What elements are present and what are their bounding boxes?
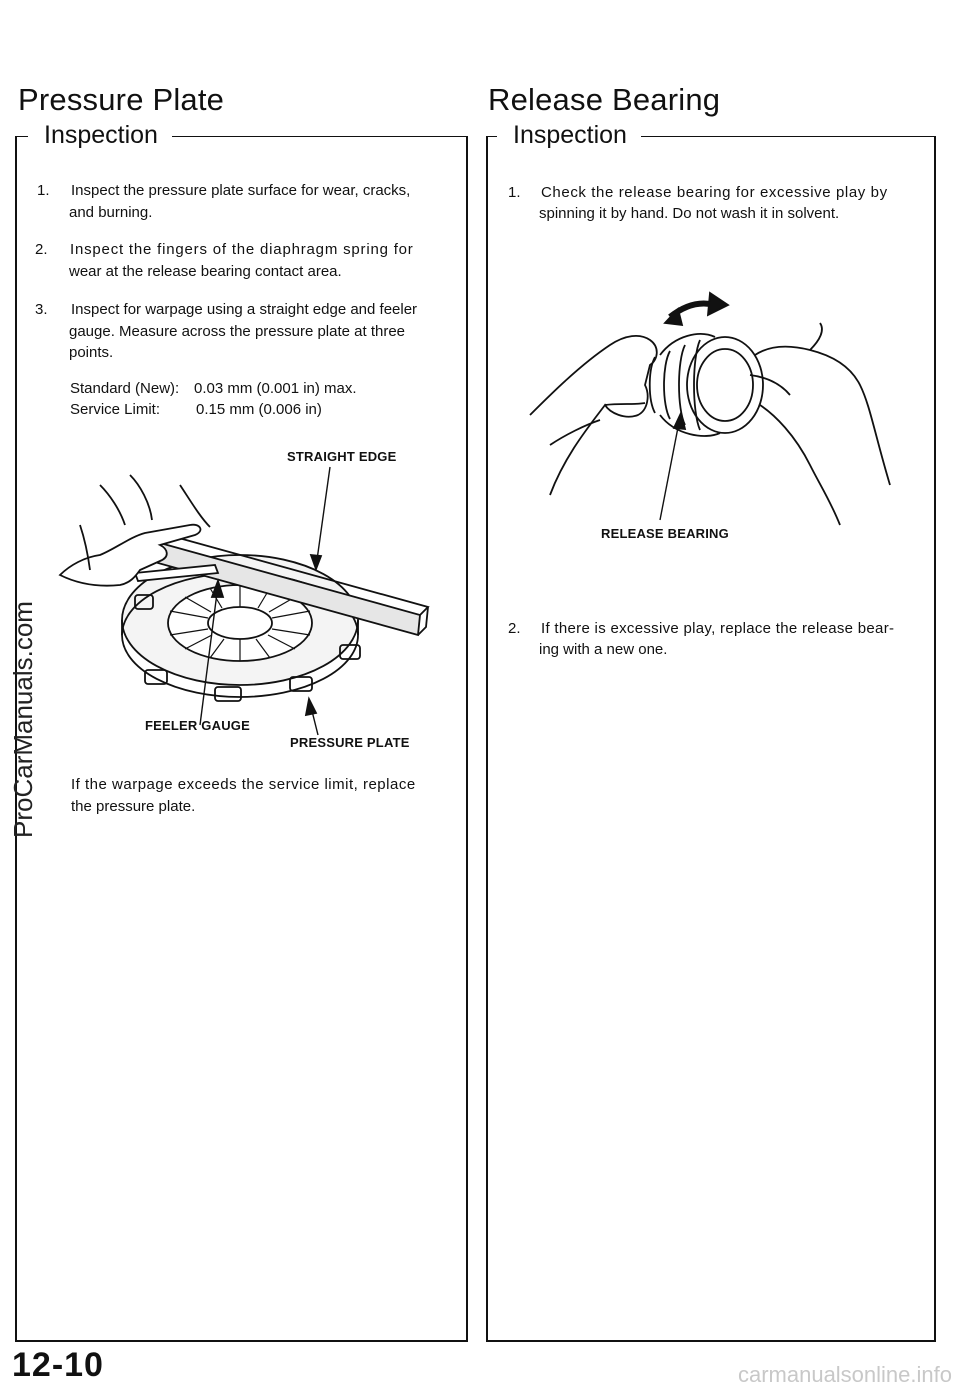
item-text: If there is excessive play, replace the release bear- (541, 620, 895, 637)
spec-standard-label: Standard (New): (70, 380, 180, 397)
item-number: 1. (37, 182, 50, 199)
spec-service-value: 0.15 mm (0.006 in) (196, 401, 322, 418)
pressure-plate-title: Pressure Plate (18, 82, 225, 117)
label-pressure-plate: PRESSURE PLATE (290, 735, 410, 750)
pressure-plate-illustration (40, 445, 440, 745)
side-watermark: ProCarManuals.com (8, 601, 38, 838)
item-text: gauge. Measure across the pressure plate at three (69, 323, 406, 340)
item-text: Inspect for warpage using a straight edge and feeler (71, 301, 418, 318)
item-text: Inspect the pressure plate surface for wear, cracks, (71, 182, 411, 199)
item-number: 1. (508, 184, 521, 201)
item-text: wear at the release bearing contact area. (69, 263, 342, 280)
warpage-note: If the warpage exceeds the service limit, replace (71, 776, 416, 793)
item-number: 2. (35, 241, 48, 258)
label-feeler-gauge: FEELER GAUGE (145, 718, 250, 733)
item-number: 2. (508, 620, 521, 637)
label-release-bearing: RELEASE BEARING (601, 526, 729, 541)
item-number: 3. (35, 301, 48, 318)
footer-watermark: carmanualsonline.info (737, 1362, 952, 1387)
release-bearing-illustration (510, 285, 910, 545)
item-text: points. (69, 344, 114, 361)
item-text: ing with a new one. (539, 641, 668, 658)
spec-service-label: Service Limit: (70, 401, 161, 418)
label-straight-edge: STRAIGHT EDGE (287, 449, 397, 464)
warpage-note: the pressure plate. (71, 798, 196, 815)
item-text: Inspect the fingers of the diaphragm spring for (70, 241, 414, 258)
page-number: 12-10 (12, 1346, 104, 1384)
spec-standard-value: 0.03 mm (0.001 in) max. (194, 380, 357, 397)
item-text: and burning. (69, 204, 153, 221)
release-bearing-subtitle: Inspection (497, 121, 641, 150)
item-text: spinning it by hand. Do not wash it in solvent. (539, 205, 840, 222)
item-text: Check the release bearing for excessive play by (541, 184, 888, 201)
release-bearing-title: Release Bearing (488, 82, 721, 117)
pressure-plate-subtitle: Inspection (28, 121, 172, 150)
